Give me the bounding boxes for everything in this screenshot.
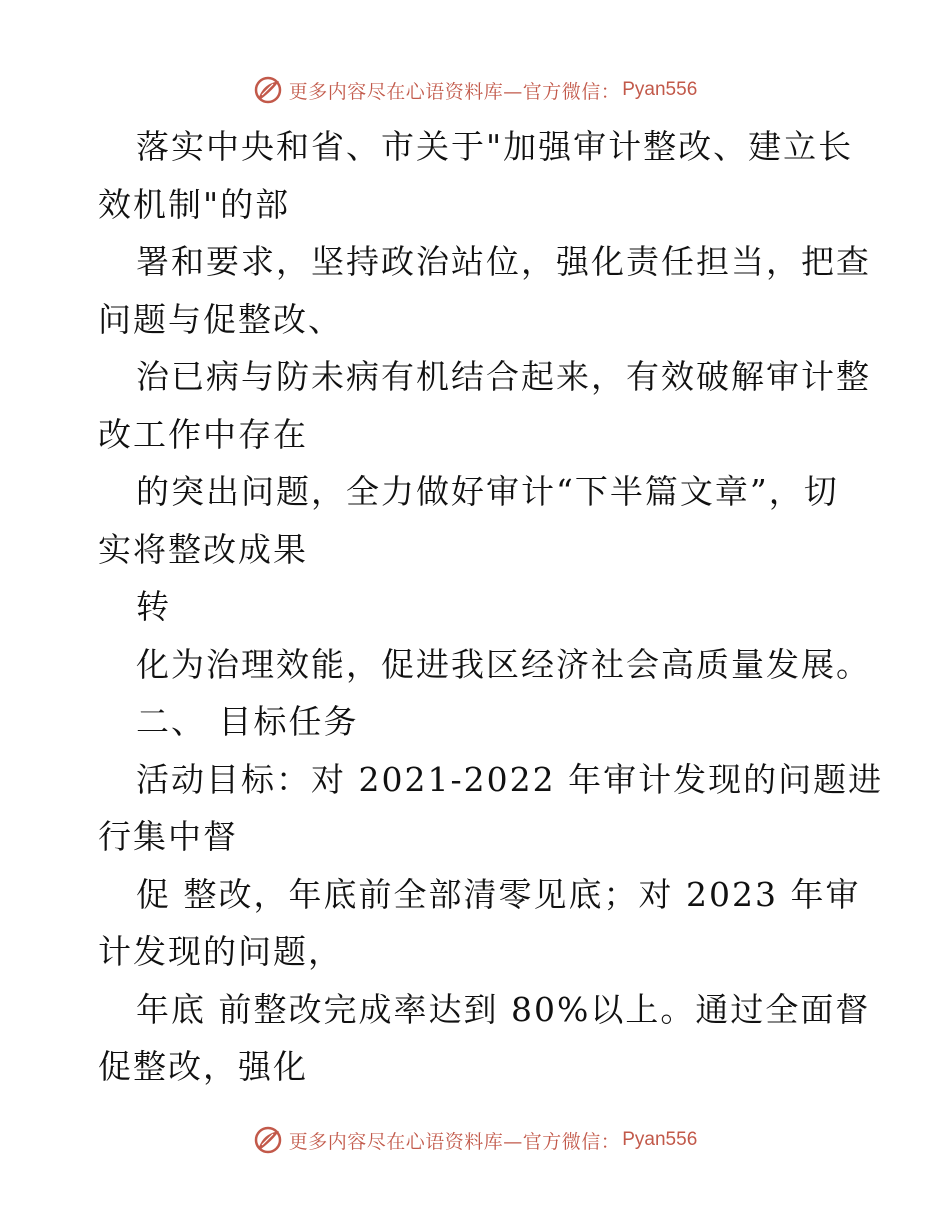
text-line: 活动目标：对 2021-2022 年审计发现的问题进	[136, 759, 884, 799]
text-line: 署和要求，坚持政治站位，强化责任担当，把查	[136, 242, 871, 281]
header-banner-text: 更多内容尽在心语资料库—官方微信：	[288, 80, 621, 103]
text-line: 化为治理效能，促进我区经济社会高质量发展。	[136, 644, 871, 684]
header-banner	[0, 70, 950, 110]
text-line: 年底 前整改完成率达到 80%以上。通过全面督	[136, 989, 871, 1029]
text-line: 落实中央和省、市关于"加强审计整改、建立长	[136, 127, 854, 166]
pen-logo-icon	[253, 1125, 283, 1155]
text-line: 的突出问题，全力做好审计“下半篇文章”，切	[136, 472, 839, 511]
footer-banner-text: 更多内容尽在心语资料库—官方微信：	[288, 1130, 621, 1153]
pen-logo-icon	[253, 75, 283, 105]
footer-banner	[0, 1120, 950, 1160]
text-line: 促整改，强化	[98, 1047, 308, 1086]
text-line: 问题与促整改、	[98, 299, 343, 339]
footer-banner-id: Pyan556	[622, 1129, 698, 1150]
section-heading: 二、 目标任务	[136, 702, 359, 741]
header-banner-id: Pyan556	[622, 79, 698, 100]
document-body	[98, 118, 884, 1096]
text-line: 治已病与防未病有机结合起来，有效破解审计整	[136, 357, 871, 396]
text-line: 效机制"的部	[98, 184, 291, 224]
text-line: 行集中督	[98, 817, 238, 856]
text-line: 转	[136, 587, 171, 626]
text-line: 计发现的问题，	[98, 932, 343, 971]
text-line: 实将整改成果	[98, 529, 308, 569]
text-line: 促 整改，年底前全部清零见底；对 2023 年审	[136, 874, 861, 914]
text-line: 改工作中存在	[98, 414, 308, 454]
